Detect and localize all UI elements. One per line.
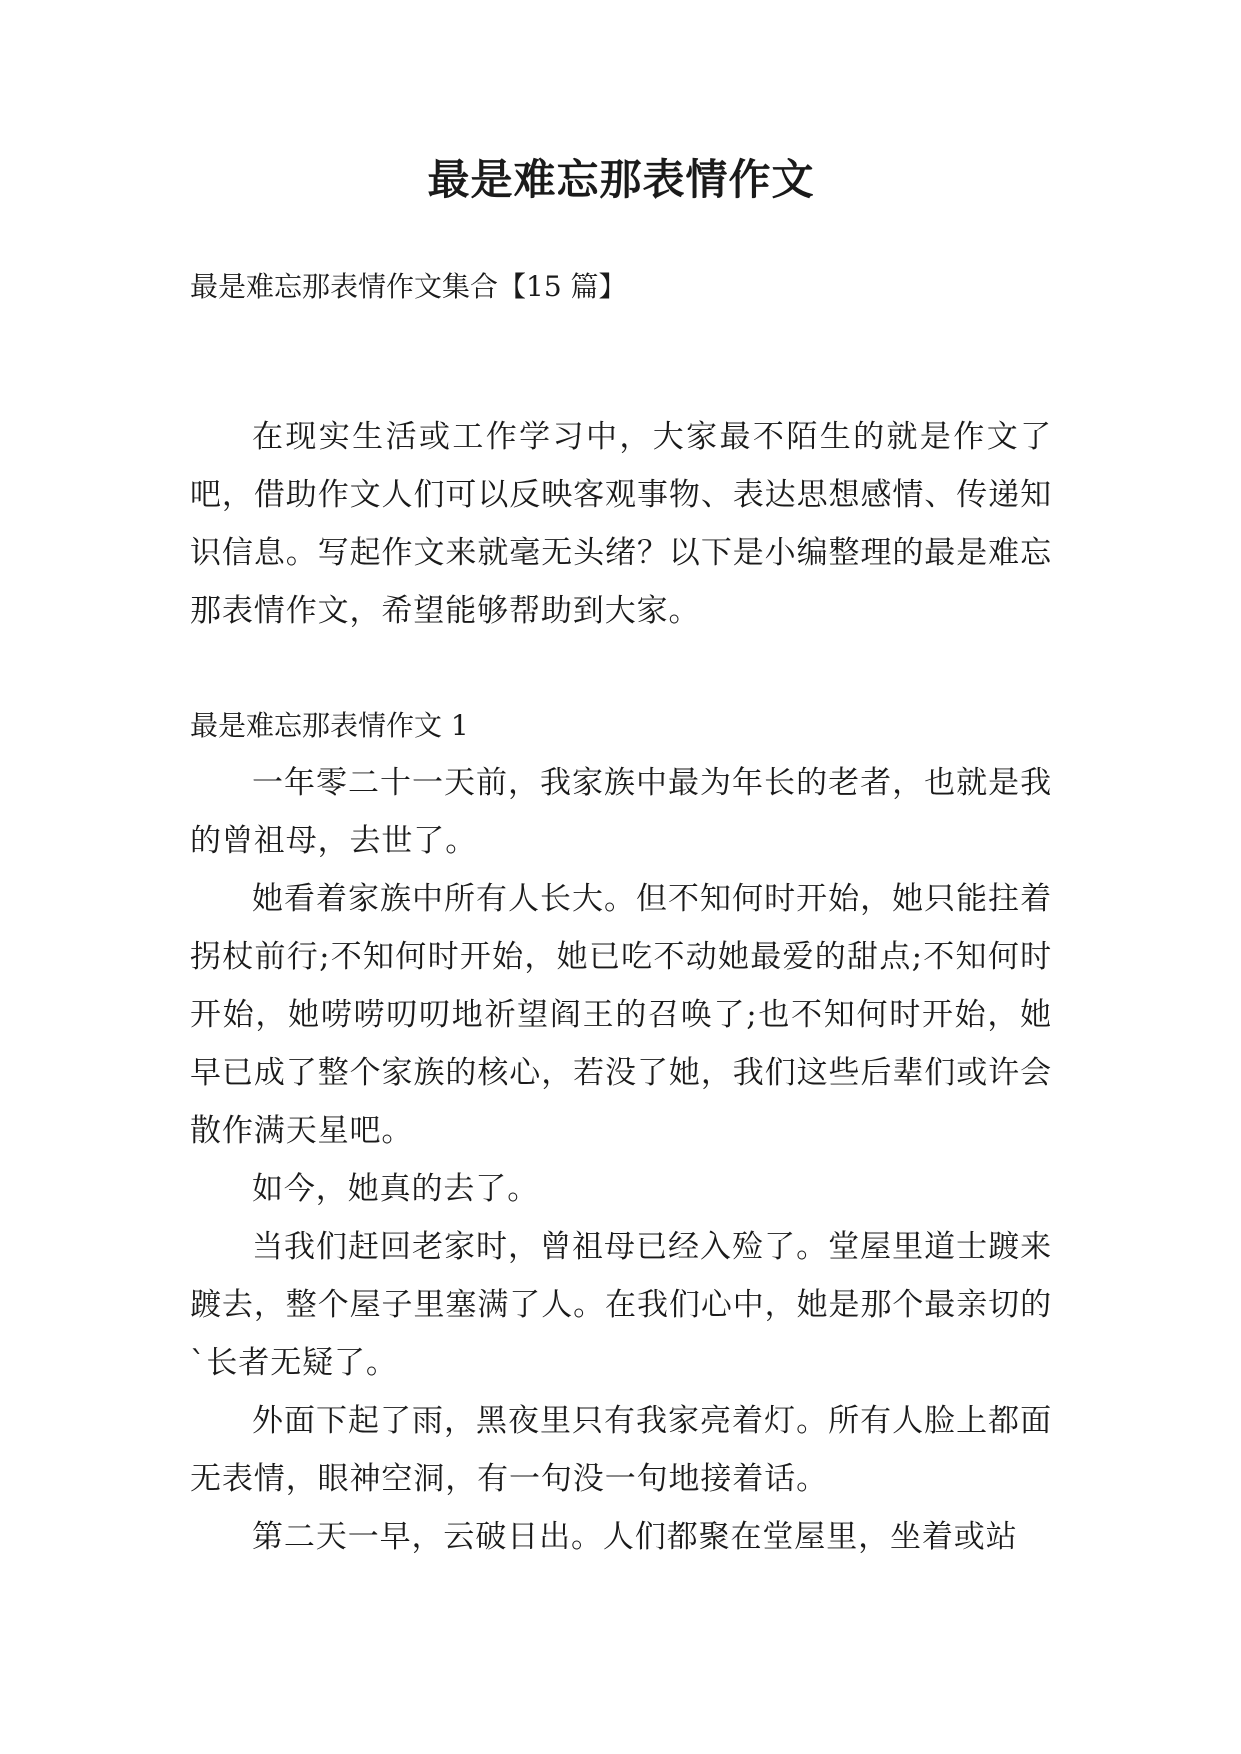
- essay-paragraph: 当我们赶回老家时，曾祖母已经入殓了。堂屋里道士踱来踱去，整个屋子里塞满了人。在我们心中，她是那个最亲切的`长者无疑了。: [190, 1229, 1052, 1381]
- essay-paragraph: 如今，她真的去了。: [252, 1171, 540, 1207]
- essay-paragraph: 外面下起了雨，黑夜里只有我家亮着灯。所有人脸上都面无表情，眼神空洞，有一句没一句地接着话。: [190, 1403, 1052, 1497]
- essay-paragraph: 她看着家族中所有人长大。但不知何时开始，她只能拄着拐杖前行;不知何时开始，她已吃不动她最爱的甜点;不知何时开始，她唠唠叨叨地祈望阎王的召唤了;也不知何时开始，她早已成了整个家族的核心，若没了她，我们这些后辈们或许会散作满天星吧。: [190, 881, 1052, 1149]
- essay-body: [190, 754, 1052, 1566]
- intro-paragraph: 在现实生活或工作学习中，大家最不陌生的就是作文了吧，借助作文人们可以反映客观事物、表达思想感情、传递知识信息。写起作文来就毫无头绪？以下是小编整理的最是难忘那表情作文，希望能够帮助到大家。: [190, 419, 1052, 629]
- document-subtitle: 最是难忘那表情作文集合【15 篇】: [190, 270, 627, 303]
- essay-heading: 最是难忘那表情作文 1: [190, 709, 469, 742]
- essay-paragraph: 第二天一早，云破日出。人们都聚在堂屋里，坐着或站: [252, 1519, 1018, 1555]
- essay-paragraph: 一年零二十一天前，我家族中最为年长的老者，也就是我的曾祖母，去世了。: [190, 765, 1052, 859]
- document-title: 最是难忘那表情作文: [427, 155, 815, 204]
